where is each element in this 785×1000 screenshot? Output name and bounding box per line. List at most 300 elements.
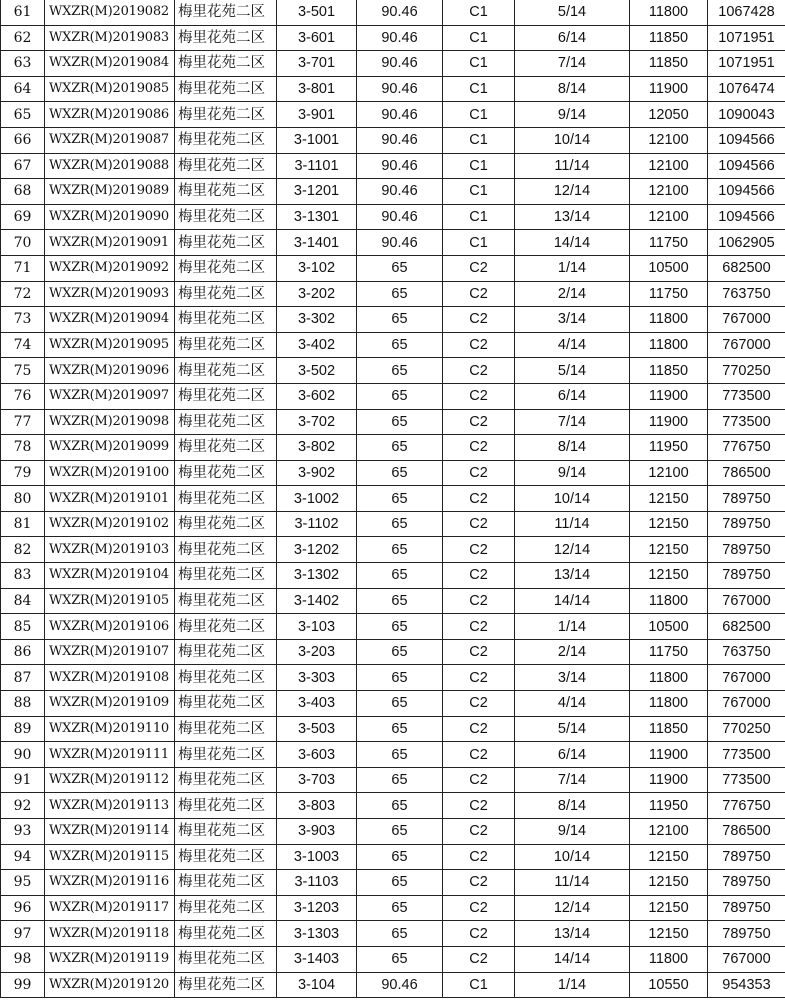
unit-price: 11850 — [630, 25, 708, 51]
project-name: 梅里花苑二区 — [175, 793, 277, 819]
room-number: 3-703 — [277, 767, 357, 793]
unit-type: C2 — [443, 639, 515, 665]
room-number: 3-702 — [277, 409, 357, 435]
project-name: 梅里花苑二区 — [175, 537, 277, 563]
room-number: 3-1102 — [277, 511, 357, 537]
contract-code: WXZR(M)2019084 — [45, 51, 175, 77]
table-row — [1, 639, 785, 665]
project-name: 梅里花苑二区 — [175, 716, 277, 742]
floor-level: 3/14 — [515, 307, 630, 333]
unit-type: C2 — [443, 895, 515, 921]
project-name: 梅里花苑二区 — [175, 819, 277, 845]
project-name: 梅里花苑二区 — [175, 767, 277, 793]
unit-area: 65 — [357, 870, 443, 896]
unit-area: 90.46 — [357, 127, 443, 153]
unit-price: 10550 — [630, 972, 708, 998]
room-number: 3-801 — [277, 76, 357, 102]
floor-level: 6/14 — [515, 25, 630, 51]
unit-price: 11950 — [630, 435, 708, 461]
project-name: 梅里花苑二区 — [175, 179, 277, 205]
room-number: 3-602 — [277, 383, 357, 409]
row-number: 67 — [1, 153, 45, 179]
contract-code: WXZR(M)2019099 — [45, 435, 175, 461]
row-number: 90 — [1, 742, 45, 768]
total-price: 789750 — [708, 870, 785, 896]
room-number: 3-503 — [277, 716, 357, 742]
unit-type: C2 — [443, 844, 515, 870]
table-row — [1, 691, 785, 717]
total-price: 767000 — [708, 946, 785, 972]
unit-type: C2 — [443, 511, 515, 537]
project-name: 梅里花苑二区 — [175, 383, 277, 409]
table-row — [1, 435, 785, 461]
table-row — [1, 921, 785, 947]
unit-price: 11800 — [630, 332, 708, 358]
total-price: 682500 — [708, 255, 785, 281]
unit-area: 65 — [357, 511, 443, 537]
contract-code: WXZR(M)2019093 — [45, 281, 175, 307]
room-number: 3-1201 — [277, 179, 357, 205]
unit-area: 65 — [357, 332, 443, 358]
total-price: 1067428 — [708, 0, 785, 25]
row-number: 91 — [1, 767, 45, 793]
floor-level: 14/14 — [515, 946, 630, 972]
row-number: 68 — [1, 179, 45, 205]
floor-level: 4/14 — [515, 691, 630, 717]
table-row — [1, 716, 785, 742]
unit-area: 65 — [357, 281, 443, 307]
floor-level: 4/14 — [515, 332, 630, 358]
table-row — [1, 358, 785, 384]
contract-code: WXZR(M)2019109 — [45, 691, 175, 717]
unit-type: C2 — [443, 435, 515, 461]
room-number: 3-1203 — [277, 895, 357, 921]
unit-type: C2 — [443, 358, 515, 384]
unit-type: C1 — [443, 127, 515, 153]
floor-level: 5/14 — [515, 716, 630, 742]
floor-level: 7/14 — [515, 767, 630, 793]
unit-area: 65 — [357, 946, 443, 972]
unit-area: 65 — [357, 895, 443, 921]
floor-level: 13/14 — [515, 921, 630, 947]
unit-area: 65 — [357, 435, 443, 461]
contract-code: WXZR(M)2019113 — [45, 793, 175, 819]
unit-type: C1 — [443, 204, 515, 230]
unit-area: 90.46 — [357, 230, 443, 256]
room-number: 3-102 — [277, 255, 357, 281]
room-number: 3-402 — [277, 332, 357, 358]
unit-area: 65 — [357, 255, 443, 281]
unit-area: 65 — [357, 383, 443, 409]
room-number: 3-501 — [277, 0, 357, 25]
total-price: 954353 — [708, 972, 785, 998]
unit-area: 90.46 — [357, 102, 443, 128]
unit-area: 90.46 — [357, 76, 443, 102]
unit-price: 12150 — [630, 563, 708, 589]
total-price: 763750 — [708, 281, 785, 307]
room-number: 3-803 — [277, 793, 357, 819]
unit-price: 12100 — [630, 460, 708, 486]
table-row — [1, 793, 785, 819]
unit-type: C2 — [443, 946, 515, 972]
contract-code: WXZR(M)2019085 — [45, 76, 175, 102]
floor-level: 13/14 — [515, 204, 630, 230]
unit-area: 90.46 — [357, 153, 443, 179]
total-price: 773500 — [708, 767, 785, 793]
total-price: 767000 — [708, 588, 785, 614]
row-number: 73 — [1, 307, 45, 333]
table-row — [1, 102, 785, 128]
project-name: 梅里花苑二区 — [175, 895, 277, 921]
contract-code: WXZR(M)2019082 — [45, 0, 175, 25]
floor-level: 7/14 — [515, 51, 630, 77]
unit-price: 12150 — [630, 895, 708, 921]
floor-level: 9/14 — [515, 819, 630, 845]
table-row — [1, 665, 785, 691]
room-number: 3-203 — [277, 639, 357, 665]
unit-area: 65 — [357, 614, 443, 640]
unit-type: C2 — [443, 486, 515, 512]
room-number: 3-202 — [277, 281, 357, 307]
project-name: 梅里花苑二区 — [175, 102, 277, 128]
unit-type: C2 — [443, 793, 515, 819]
contract-code: WXZR(M)2019120 — [45, 972, 175, 998]
row-number: 77 — [1, 409, 45, 435]
table-row — [1, 844, 785, 870]
total-price: 789750 — [708, 921, 785, 947]
unit-price: 11800 — [630, 946, 708, 972]
unit-area: 65 — [357, 691, 443, 717]
room-number: 3-1403 — [277, 946, 357, 972]
contract-code: WXZR(M)2019087 — [45, 127, 175, 153]
room-number: 3-104 — [277, 972, 357, 998]
unit-area: 65 — [357, 819, 443, 845]
unit-area: 65 — [357, 358, 443, 384]
project-name: 梅里花苑二区 — [175, 332, 277, 358]
row-number: 78 — [1, 435, 45, 461]
contract-code: WXZR(M)2019119 — [45, 946, 175, 972]
table-row — [1, 179, 785, 205]
table-row — [1, 588, 785, 614]
row-number: 65 — [1, 102, 45, 128]
project-name: 梅里花苑二区 — [175, 511, 277, 537]
row-number: 93 — [1, 819, 45, 845]
contract-code: WXZR(M)2019104 — [45, 563, 175, 589]
unit-price: 11950 — [630, 793, 708, 819]
table-body — [1, 0, 785, 998]
unit-price: 12150 — [630, 921, 708, 947]
total-price: 773500 — [708, 409, 785, 435]
floor-level: 9/14 — [515, 460, 630, 486]
unit-type: C2 — [443, 870, 515, 896]
row-number: 74 — [1, 332, 45, 358]
unit-type: C1 — [443, 153, 515, 179]
unit-price: 12150 — [630, 486, 708, 512]
table-row — [1, 614, 785, 640]
row-number: 69 — [1, 204, 45, 230]
contract-code: WXZR(M)2019098 — [45, 409, 175, 435]
unit-type: C2 — [443, 691, 515, 717]
unit-type: C2 — [443, 255, 515, 281]
unit-price: 11900 — [630, 742, 708, 768]
table-row — [1, 972, 785, 998]
room-number: 3-302 — [277, 307, 357, 333]
row-number: 95 — [1, 870, 45, 896]
floor-level: 10/14 — [515, 844, 630, 870]
room-number: 3-902 — [277, 460, 357, 486]
unit-price: 11800 — [630, 588, 708, 614]
floor-level: 11/14 — [515, 870, 630, 896]
room-number: 3-1401 — [277, 230, 357, 256]
contract-code: WXZR(M)2019088 — [45, 153, 175, 179]
project-name: 梅里花苑二区 — [175, 486, 277, 512]
unit-type: C2 — [443, 588, 515, 614]
project-name: 梅里花苑二区 — [175, 255, 277, 281]
row-number: 76 — [1, 383, 45, 409]
table-row — [1, 486, 785, 512]
room-number: 3-1303 — [277, 921, 357, 947]
project-name: 梅里花苑二区 — [175, 563, 277, 589]
unit-type: C2 — [443, 307, 515, 333]
floor-level: 2/14 — [515, 639, 630, 665]
row-number: 82 — [1, 537, 45, 563]
project-name: 梅里花苑二区 — [175, 281, 277, 307]
unit-area: 65 — [357, 793, 443, 819]
table-row — [1, 895, 785, 921]
unit-price: 11900 — [630, 409, 708, 435]
floor-level: 10/14 — [515, 127, 630, 153]
unit-price: 11750 — [630, 281, 708, 307]
room-number: 3-802 — [277, 435, 357, 461]
table-row — [1, 153, 785, 179]
floor-level: 5/14 — [515, 0, 630, 25]
room-number: 3-502 — [277, 358, 357, 384]
unit-price: 10500 — [630, 614, 708, 640]
unit-price: 12050 — [630, 102, 708, 128]
room-number: 3-903 — [277, 819, 357, 845]
row-number: 97 — [1, 921, 45, 947]
unit-type: C2 — [443, 383, 515, 409]
unit-price: 11900 — [630, 767, 708, 793]
unit-type: C2 — [443, 409, 515, 435]
unit-price: 11900 — [630, 383, 708, 409]
project-name: 梅里花苑二区 — [175, 844, 277, 870]
table-row — [1, 460, 785, 486]
contract-code: WXZR(M)2019101 — [45, 486, 175, 512]
project-name: 梅里花苑二区 — [175, 409, 277, 435]
unit-type: C2 — [443, 767, 515, 793]
project-name: 梅里花苑二区 — [175, 127, 277, 153]
row-number: 98 — [1, 946, 45, 972]
floor-level: 8/14 — [515, 435, 630, 461]
total-price: 1094566 — [708, 127, 785, 153]
table-row — [1, 563, 785, 589]
row-number: 87 — [1, 665, 45, 691]
unit-price: 11800 — [630, 307, 708, 333]
contract-code: WXZR(M)2019117 — [45, 895, 175, 921]
contract-code: WXZR(M)2019118 — [45, 921, 175, 947]
total-price: 1071951 — [708, 51, 785, 77]
room-number: 3-1103 — [277, 870, 357, 896]
total-price: 773500 — [708, 383, 785, 409]
room-number: 3-601 — [277, 25, 357, 51]
unit-type: C1 — [443, 0, 515, 25]
contract-code: WXZR(M)2019097 — [45, 383, 175, 409]
room-number: 3-603 — [277, 742, 357, 768]
total-price: 767000 — [708, 665, 785, 691]
total-price: 1090043 — [708, 102, 785, 128]
floor-level: 5/14 — [515, 358, 630, 384]
row-number: 79 — [1, 460, 45, 486]
table-row — [1, 281, 785, 307]
project-name: 梅里花苑二区 — [175, 921, 277, 947]
total-price: 776750 — [708, 793, 785, 819]
unit-price: 11850 — [630, 716, 708, 742]
table-row — [1, 742, 785, 768]
project-name: 梅里花苑二区 — [175, 870, 277, 896]
floor-level: 6/14 — [515, 742, 630, 768]
room-number: 3-1301 — [277, 204, 357, 230]
contract-code: WXZR(M)2019094 — [45, 307, 175, 333]
project-name: 梅里花苑二区 — [175, 691, 277, 717]
contract-code: WXZR(M)2019083 — [45, 25, 175, 51]
table-row — [1, 511, 785, 537]
contract-code: WXZR(M)2019100 — [45, 460, 175, 486]
floor-level: 12/14 — [515, 179, 630, 205]
room-number: 3-1202 — [277, 537, 357, 563]
project-name: 梅里花苑二区 — [175, 358, 277, 384]
contract-code: WXZR(M)2019095 — [45, 332, 175, 358]
room-number: 3-403 — [277, 691, 357, 717]
contract-code: WXZR(M)2019116 — [45, 870, 175, 896]
unit-type: C1 — [443, 179, 515, 205]
contract-code: WXZR(M)2019114 — [45, 819, 175, 845]
row-number: 71 — [1, 255, 45, 281]
total-price: 770250 — [708, 358, 785, 384]
total-price: 1094566 — [708, 204, 785, 230]
unit-price: 10500 — [630, 255, 708, 281]
floor-level: 11/14 — [515, 511, 630, 537]
total-price: 773500 — [708, 742, 785, 768]
floor-level: 7/14 — [515, 409, 630, 435]
table-row — [1, 25, 785, 51]
total-price: 767000 — [708, 332, 785, 358]
total-price: 789750 — [708, 486, 785, 512]
room-number: 3-701 — [277, 51, 357, 77]
table-row — [1, 819, 785, 845]
unit-area: 65 — [357, 921, 443, 947]
contract-code: WXZR(M)2019105 — [45, 588, 175, 614]
unit-type: C1 — [443, 25, 515, 51]
floor-level: 8/14 — [515, 76, 630, 102]
table-row — [1, 767, 785, 793]
unit-type: C2 — [443, 281, 515, 307]
unit-area: 65 — [357, 639, 443, 665]
unit-area: 90.46 — [357, 51, 443, 77]
unit-area: 65 — [357, 588, 443, 614]
unit-price: 11900 — [630, 76, 708, 102]
project-name: 梅里花苑二区 — [175, 665, 277, 691]
unit-area: 65 — [357, 563, 443, 589]
total-price: 1076474 — [708, 76, 785, 102]
contract-code: WXZR(M)2019103 — [45, 537, 175, 563]
unit-type: C2 — [443, 563, 515, 589]
total-price: 789750 — [708, 537, 785, 563]
total-price: 1062905 — [708, 230, 785, 256]
row-number: 96 — [1, 895, 45, 921]
unit-type: C1 — [443, 51, 515, 77]
row-number: 75 — [1, 358, 45, 384]
row-number: 88 — [1, 691, 45, 717]
room-number: 3-1101 — [277, 153, 357, 179]
unit-price: 12150 — [630, 870, 708, 896]
unit-area: 90.46 — [357, 179, 443, 205]
contract-code: WXZR(M)2019086 — [45, 102, 175, 128]
project-name: 梅里花苑二区 — [175, 0, 277, 25]
unit-type: C2 — [443, 665, 515, 691]
unit-area: 65 — [357, 767, 443, 793]
unit-type: C1 — [443, 972, 515, 998]
total-price: 789750 — [708, 844, 785, 870]
contract-code: WXZR(M)2019111 — [45, 742, 175, 768]
total-price: 767000 — [708, 691, 785, 717]
floor-level: 2/14 — [515, 281, 630, 307]
unit-price: 12100 — [630, 153, 708, 179]
row-number: 89 — [1, 716, 45, 742]
table-row — [1, 127, 785, 153]
project-name: 梅里花苑二区 — [175, 153, 277, 179]
table-row — [1, 0, 785, 25]
unit-type: C2 — [443, 332, 515, 358]
unit-area: 65 — [357, 409, 443, 435]
row-number: 84 — [1, 588, 45, 614]
contract-code: WXZR(M)2019110 — [45, 716, 175, 742]
project-name: 梅里花苑二区 — [175, 460, 277, 486]
floor-level: 6/14 — [515, 383, 630, 409]
table-row — [1, 51, 785, 77]
unit-type: C1 — [443, 230, 515, 256]
room-number: 3-303 — [277, 665, 357, 691]
unit-area: 65 — [357, 742, 443, 768]
unit-type: C2 — [443, 537, 515, 563]
project-name: 梅里花苑二区 — [175, 639, 277, 665]
row-number: 61 — [1, 0, 45, 25]
project-name: 梅里花苑二区 — [175, 204, 277, 230]
table-row — [1, 307, 785, 333]
project-name: 梅里花苑二区 — [175, 230, 277, 256]
unit-price: 11800 — [630, 0, 708, 25]
floor-level: 1/14 — [515, 255, 630, 281]
unit-area: 65 — [357, 716, 443, 742]
total-price: 1094566 — [708, 179, 785, 205]
unit-price: 11850 — [630, 358, 708, 384]
floor-level: 3/14 — [515, 665, 630, 691]
project-name: 梅里花苑二区 — [175, 307, 277, 333]
row-number: 99 — [1, 972, 45, 998]
unit-area: 65 — [357, 537, 443, 563]
contract-code: WXZR(M)2019091 — [45, 230, 175, 256]
contract-code: WXZR(M)2019089 — [45, 179, 175, 205]
room-number: 3-1402 — [277, 588, 357, 614]
floor-level: 13/14 — [515, 563, 630, 589]
project-name: 梅里花苑二区 — [175, 435, 277, 461]
row-number: 80 — [1, 486, 45, 512]
unit-area: 65 — [357, 307, 443, 333]
unit-type: C2 — [443, 742, 515, 768]
unit-type: C1 — [443, 76, 515, 102]
unit-area: 65 — [357, 844, 443, 870]
unit-price: 12100 — [630, 204, 708, 230]
